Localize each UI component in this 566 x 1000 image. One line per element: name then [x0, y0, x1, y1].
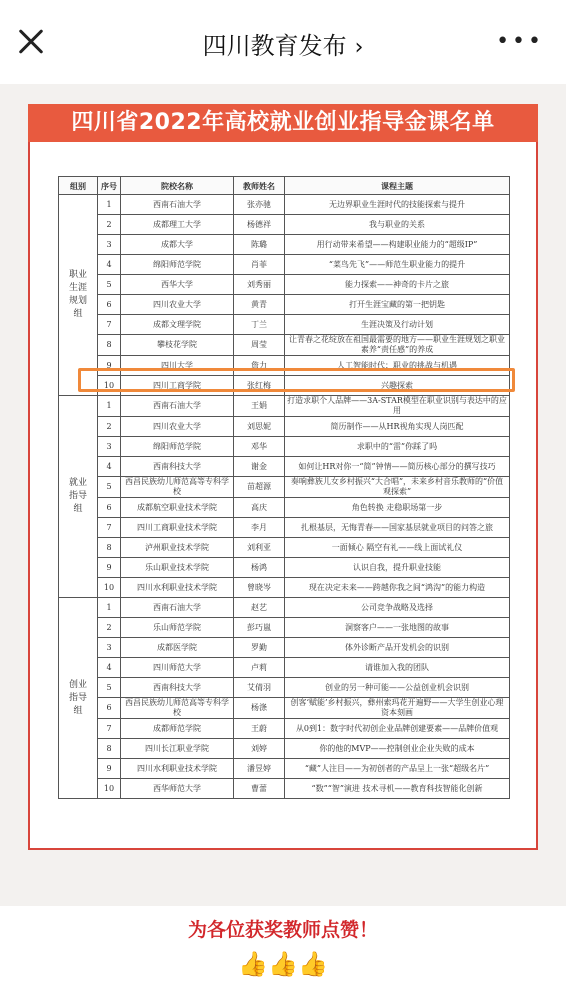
cell-no: 10 [98, 779, 121, 799]
table-row [59, 558, 510, 578]
cell-teacher: 谢金 [234, 457, 285, 477]
cell-teacher: 刘秀丽 [234, 275, 285, 295]
cell-school: 绵阳师范学院 [121, 255, 234, 275]
cell-school: 四川农业大学 [121, 417, 234, 437]
cell-no: 7 [98, 315, 121, 335]
cell-school: 西南石油大学 [121, 195, 234, 215]
cell-topic: 打开生涯宝藏的第一把钥匙 [285, 295, 510, 315]
table-row [59, 719, 510, 739]
more-horizontal-icon[interactable]: ••• [496, 29, 544, 54]
table-row [59, 255, 510, 275]
cell-topic: 生涯决策及行动计划 [285, 315, 510, 335]
cell-no: 6 [98, 698, 121, 719]
cell-topic: 简历制作——从HR视角实现人岗匹配 [285, 417, 510, 437]
cell-no: 3 [98, 235, 121, 255]
cell-no: 7 [98, 719, 121, 739]
group-name: 创业指导组 [59, 598, 98, 799]
cell-school: 成都理工大学 [121, 215, 234, 235]
header-topic: 课程主题 [285, 177, 510, 195]
cell-topic: “数”“智”演进 技术寻机——教育科技智能化创新 [285, 779, 510, 799]
highlight-box [78, 368, 515, 392]
cell-no: 3 [98, 638, 121, 658]
cell-school: 西华大学 [121, 275, 234, 295]
course-table [58, 176, 510, 799]
cell-teacher: 周莹 [234, 335, 285, 356]
cell-school: 西昌民族幼儿师范高等专科学校 [121, 698, 234, 719]
cell-no: 6 [98, 295, 121, 315]
group-name: 职业生涯规划组 [59, 195, 98, 396]
cell-no: 1 [98, 195, 121, 215]
cell-no: 4 [98, 658, 121, 678]
cell-school: 泸州职业技术学院 [121, 538, 234, 558]
cell-school: 成都师范学院 [121, 719, 234, 739]
table-row [59, 498, 510, 518]
cell-teacher: 卢莉 [234, 658, 285, 678]
cell-topic: 认识自我，提升职业技能 [285, 558, 510, 578]
header-teacher: 教师姓名 [234, 177, 285, 195]
table-row [59, 235, 510, 255]
cell-school: 乐山师范学院 [121, 618, 234, 638]
cell-topic: 公司竞争战略及选择 [285, 598, 510, 618]
cell-school: 攀枝花学院 [121, 335, 234, 356]
cell-school: 乐山职业技术学院 [121, 558, 234, 578]
cell-school: 西南科技大学 [121, 678, 234, 698]
cell-topic: 请谁加入我的团队 [285, 658, 510, 678]
table-row [59, 315, 510, 335]
cell-no: 8 [98, 538, 121, 558]
cell-teacher: 曹蕾 [234, 779, 285, 799]
cell-teacher: 罗勤 [234, 638, 285, 658]
table-row [59, 739, 510, 759]
cell-school: 四川长江职业学院 [121, 739, 234, 759]
cell-no: 4 [98, 255, 121, 275]
cell-no: 7 [98, 518, 121, 538]
cell-topic: 人工智能时代：职业的挑战与机遇 [285, 356, 510, 376]
cell-topic: 从0到1：数字时代初创企业品牌创建要素——品牌价值观 [285, 719, 510, 739]
table-row [59, 195, 510, 215]
table-row [59, 437, 510, 457]
cell-school: 四川大学 [121, 356, 234, 376]
table-row [59, 417, 510, 437]
cell-no: 6 [98, 498, 121, 518]
table-row [59, 518, 510, 538]
cell-topic: 能力探索——神奇的卡片之旅 [285, 275, 510, 295]
cell-school: 四川农业大学 [121, 295, 234, 315]
cell-school: 西昌民族幼儿师范高等专科学校 [121, 477, 234, 498]
cell-topic: 创客‘赋能’乡村振兴，彝州索玛花开遍野——大学生创业心理资本刻画 [285, 698, 510, 719]
thumbs-up-icon: 👍👍👍 [238, 950, 328, 978]
cell-no: 1 [98, 396, 121, 417]
cell-teacher: 艾倩羽 [234, 678, 285, 698]
cell-school: 成都航空职业技术学院 [121, 498, 234, 518]
cell-school: 西华师范大学 [121, 779, 234, 799]
cell-no: 1 [98, 598, 121, 618]
cell-school: 西南石油大学 [121, 598, 234, 618]
table-row [59, 678, 510, 698]
cell-teacher: 杨德祥 [234, 215, 285, 235]
cell-topic: 体外诊断产品开发机会的识别 [285, 638, 510, 658]
cell-school: 四川工商学院 [121, 376, 234, 396]
cell-teacher: 刘思妮 [234, 417, 285, 437]
cell-teacher: 潘昱婷 [234, 759, 285, 779]
cell-no: 10 [98, 376, 121, 396]
table-row [59, 578, 510, 598]
cell-teacher: 张亦驰 [234, 195, 285, 215]
cell-topic: “藏”人注目——为初创者的产品呈上一张“超级名片” [285, 759, 510, 779]
table-row [59, 538, 510, 558]
cell-teacher: 赵艺 [234, 598, 285, 618]
cell-no: 8 [98, 335, 121, 356]
top-bar [0, 0, 566, 84]
cell-no: 5 [98, 678, 121, 698]
cell-teacher: 杨涤 [234, 698, 285, 719]
cell-teacher: 詹力 [234, 356, 285, 376]
cell-topic: 兴趣探索 [285, 376, 510, 396]
table-row [59, 275, 510, 295]
cell-teacher: 陈璐 [234, 235, 285, 255]
cell-school: 四川水利职业技术学院 [121, 759, 234, 779]
cell-school: 绵阳师范学院 [121, 437, 234, 457]
cell-teacher: 黄青 [234, 295, 285, 315]
cell-school: 成都医学院 [121, 638, 234, 658]
cell-no: 2 [98, 417, 121, 437]
table-row [59, 779, 510, 799]
table-row [59, 658, 510, 678]
header-group: 组别 [59, 177, 98, 195]
table-row [59, 396, 510, 417]
document-banner-title: 四川省2022年高校就业创业指导金课名单 [28, 104, 538, 142]
cell-topic: 创业的另一种可能——公益创业机会识别 [285, 678, 510, 698]
cell-topic: 你的他的MVP——控制创业企业失败的成本 [285, 739, 510, 759]
cell-topic: 现在决定未来——跨越你我之间“鸿沟”的能力构造 [285, 578, 510, 598]
document-image [28, 104, 538, 850]
cell-teacher: 杨鸿 [234, 558, 285, 578]
cell-no: 4 [98, 457, 121, 477]
cell-school: 四川水利职业技术学院 [121, 578, 234, 598]
table-header-row [59, 177, 510, 195]
cell-school: 成都大学 [121, 235, 234, 255]
cell-no: 8 [98, 739, 121, 759]
table-row [59, 698, 510, 719]
cell-topic: 打造求职个人品牌——3A-STAR模型在职业识别与表达中的应用 [285, 396, 510, 417]
table-row [59, 598, 510, 618]
cell-teacher: 刘利亚 [234, 538, 285, 558]
header-school: 院校名称 [121, 177, 234, 195]
cell-teacher: 肖菲 [234, 255, 285, 275]
cell-no: 9 [98, 759, 121, 779]
cell-topic: 让青春之花绽放在祖国最需要的地方——职业生涯规划之职业素养“责任感”的养成 [285, 335, 510, 356]
cell-teacher: 彭巧嵐 [234, 618, 285, 638]
cell-topic: 我与职业的关系 [285, 215, 510, 235]
cell-no: 9 [98, 356, 121, 376]
cell-topic: 扎根基层，无悔青春——国家基层就业项目的问答之旅 [285, 518, 510, 538]
cell-school: 四川工商职业技术学院 [121, 518, 234, 538]
cell-no: 5 [98, 275, 121, 295]
cell-school: 西南石油大学 [121, 396, 234, 417]
cell-teacher: 李月 [234, 518, 285, 538]
cell-school: 四川师范大学 [121, 658, 234, 678]
cell-teacher: 张红梅 [234, 376, 285, 396]
cell-teacher: 刘婷 [234, 739, 285, 759]
cell-topic: 角色转换 走稳职场第一步 [285, 498, 510, 518]
cell-teacher: 丁兰 [234, 315, 285, 335]
table-row [59, 638, 510, 658]
cell-topic: 求职中的“雷”你踩了吗 [285, 437, 510, 457]
cell-teacher: 王蔚 [234, 719, 285, 739]
cell-teacher: 曾晓岑 [234, 578, 285, 598]
table-row [59, 215, 510, 235]
account-title[interactable]: 四川教育发布 [202, 32, 347, 60]
cell-school: 成都文理学院 [121, 315, 234, 335]
cell-topic: 洞察客户——一张地图的故事 [285, 618, 510, 638]
cell-no: 5 [98, 477, 121, 498]
table-row [59, 335, 510, 356]
cell-no: 10 [98, 578, 121, 598]
group-name: 就业指导组 [59, 396, 98, 598]
cell-school: 西南科技大学 [121, 457, 234, 477]
table-row [59, 477, 510, 498]
cell-topic: 用行动带来希望——构建职业能力的“超级IP” [285, 235, 510, 255]
header-number: 序号 [98, 177, 121, 195]
cell-teacher: 苗超源 [234, 477, 285, 498]
congrats-message: 为各位获奖教师点赞！ [187, 919, 378, 941]
cell-no: 3 [98, 437, 121, 457]
cell-no: 9 [98, 558, 121, 578]
cell-topic: “菜鸟先飞”——师范生职业能力的提升 [285, 255, 510, 275]
cell-teacher: 高庆 [234, 498, 285, 518]
table-row [59, 759, 510, 779]
table-body [59, 195, 510, 799]
table-row [59, 295, 510, 315]
account-title-link[interactable] [0, 26, 566, 61]
cell-topic: 奏响彝族儿女乡村振兴“大合唱”，未来乡村音乐教师的“价值观探索” [285, 477, 510, 498]
cell-teacher: 王娟 [234, 396, 285, 417]
cell-topic: 一面倾心 隔空有礼——线上面试礼仪 [285, 538, 510, 558]
cell-topic: 无边界职业生涯时代的技能探索与提升 [285, 195, 510, 215]
table-row [59, 457, 510, 477]
cell-no: 2 [98, 618, 121, 638]
cell-no: 2 [98, 215, 121, 235]
cell-topic: 如何让HR对你一“简”钟情——简历核心部分的撰写技巧 [285, 457, 510, 477]
cell-teacher: 邓华 [234, 437, 285, 457]
chevron-right-icon[interactable]: › [354, 35, 364, 60]
table-row [59, 618, 510, 638]
